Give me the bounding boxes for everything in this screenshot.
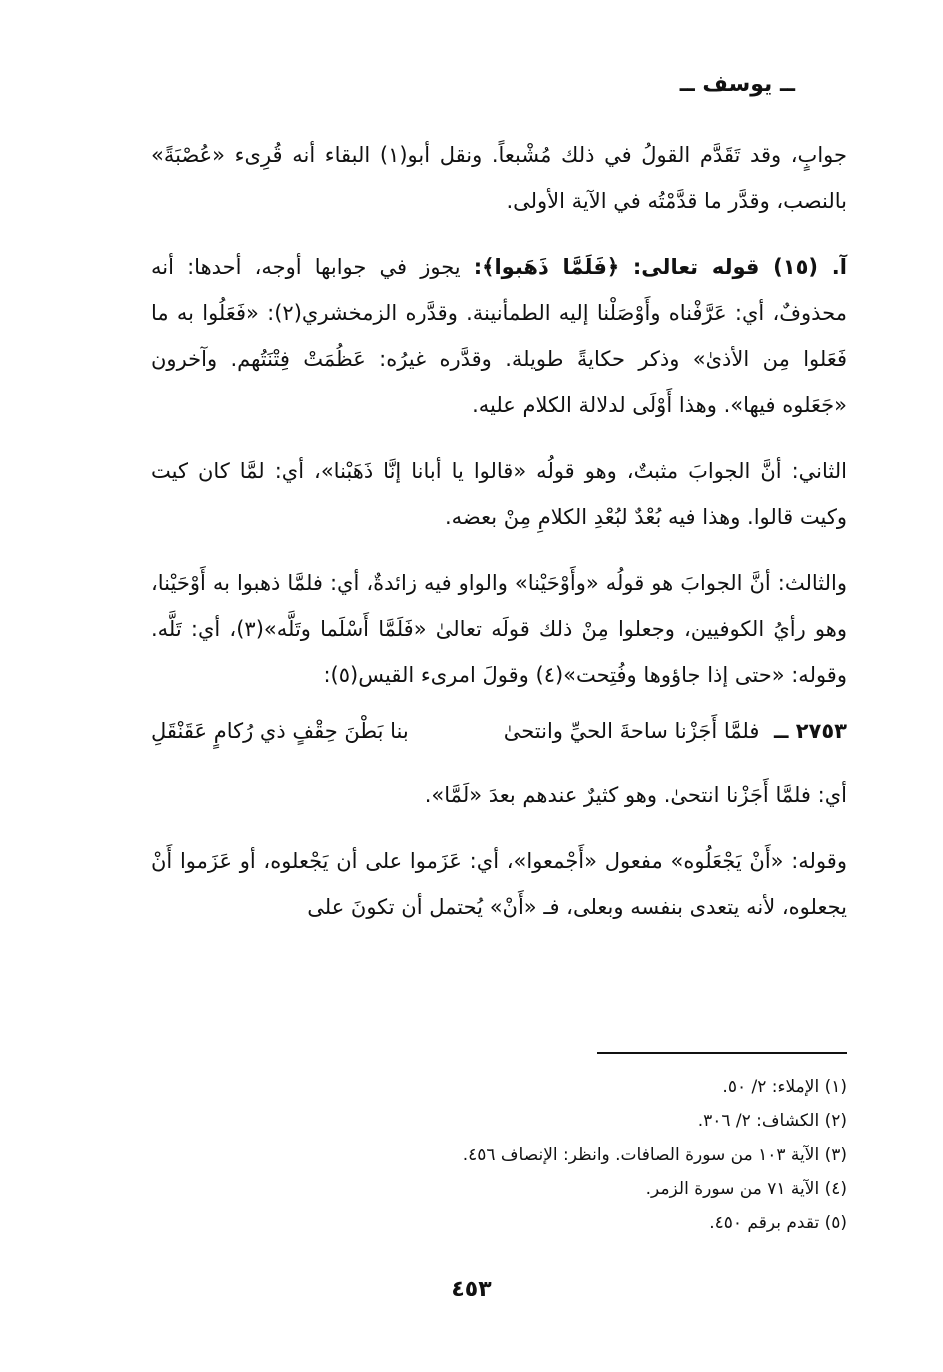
verse-number: ٢٧٥٣ ــ <box>774 719 847 743</box>
paragraph-4: والثالث: أنَّ الجوابَ هو قولُه «وأَوْحَيْنا» والواو فيه زائدةٌ، أي: فلمَّا ذهبوا به أَوْحَيْنا، وهو رأيُ الكوفيين، وجعلوا مِنْ ذلك قولَه تعالىٰ «فَلَمَّا أَسْلَما وتَلَّه»(٣)، أي: تَلَّه. وقوله: «حتى إذا جاؤوها وفُتِحت»(٤) وقولَ امرىء القيس(٥): <box>151 571 847 687</box>
verse-first-line <box>504 708 847 754</box>
footnote-1: (١) الإملاء: ٢/ ٥٠. <box>722 1077 847 1097</box>
page-number: ٤٥٣ <box>451 1277 492 1302</box>
paragraph-3: الثاني: أنَّ الجوابَ مثبتٌ، وهو قولُه «قالوا يا أبانا إنَّا ذَهَبْنا»، أي: لمَّا كان كيت وكيت قالوا. وهذا فيه بُعْدٌ لبُعْدِ الكلامِ مِنْ بعضه. <box>151 459 847 529</box>
footnote-2: (٢) الكشاف: ٢/ ٣٠٦. <box>697 1111 847 1131</box>
footnote-5: (٥) تقدم برقم ٤٥٠. <box>709 1213 847 1233</box>
verse-second-hemistich: بنا بَطْنَ حِقْفٍ ذي رُكامٍ عَقَنْقَلِ <box>151 719 409 743</box>
paragraph-6: وقوله: «أَنْ يَجْعَلُوه» مفعول «أَجْمعوا»، أي: عَزَموا على أن يَجْعلوه، أو عَزَموا أَنْ يجعلوه، لأنه يتعدى بنفسه وبعلى، فـ «أَنْ» يُحتمل أن تكونَ على <box>151 849 847 919</box>
footnote-separator <box>597 1052 847 1054</box>
footnotes <box>151 1070 847 1240</box>
paragraph-2 <box>151 244 847 428</box>
main-text <box>151 132 847 950</box>
paragraph-2-text: يجوز في جوابها أوجه، أحدها: أنه محذوفٌ، أي: عَرَّفْناه وأَوْصَلْنا إليه الطمأنينة. وقدَّره الزمخشري(٢): «فَعَلُوا به ما فَعَلوا مِن الأذىٰ» وذكر حكايةً طويلة. وقدَّره غيرُه: عَظُمَتْ فِتْنَتُهم. وآخرون «جَعَلوه فيها». وهذا أَوْلَى لدلالة الكلام عليه. <box>151 255 847 417</box>
ayah-heading: آ. (١٥) قوله تعالى: ﴿فَلَمَّا ذَهَبوا﴾: <box>473 255 847 279</box>
poetry-verse <box>151 708 847 754</box>
footnote-4: (٤) الآية ٧١ من سورة الزمر. <box>645 1179 847 1199</box>
paragraph-1: جوابٍ، وقد تَقَدَّم القولُ في ذلك مُشْبعاً. ونقل أبو(١) البقاء أنه قُرِىء «عُصْبَةً» بالنصب، وقدَّر ما قدَّمْتُه في الآية الأولى. <box>151 143 847 213</box>
paragraph-5: أي: فلمَّا أَجَزْنا انتحىٰ. وهو كثيرٌ عندهم بعدَ «لَمَّا». <box>424 783 847 807</box>
footnote-3: (٣) الآية ١٠٣ من سورة الصافات. وانظر: الإنصاف ٤٥٦. <box>462 1145 847 1165</box>
verse-first-hemistich: فلمَّا أَجَزْنا ساحةَ الحيِّ وانتحىٰ <box>503 719 760 743</box>
running-title: ــ يوسف ــ <box>679 72 795 97</box>
